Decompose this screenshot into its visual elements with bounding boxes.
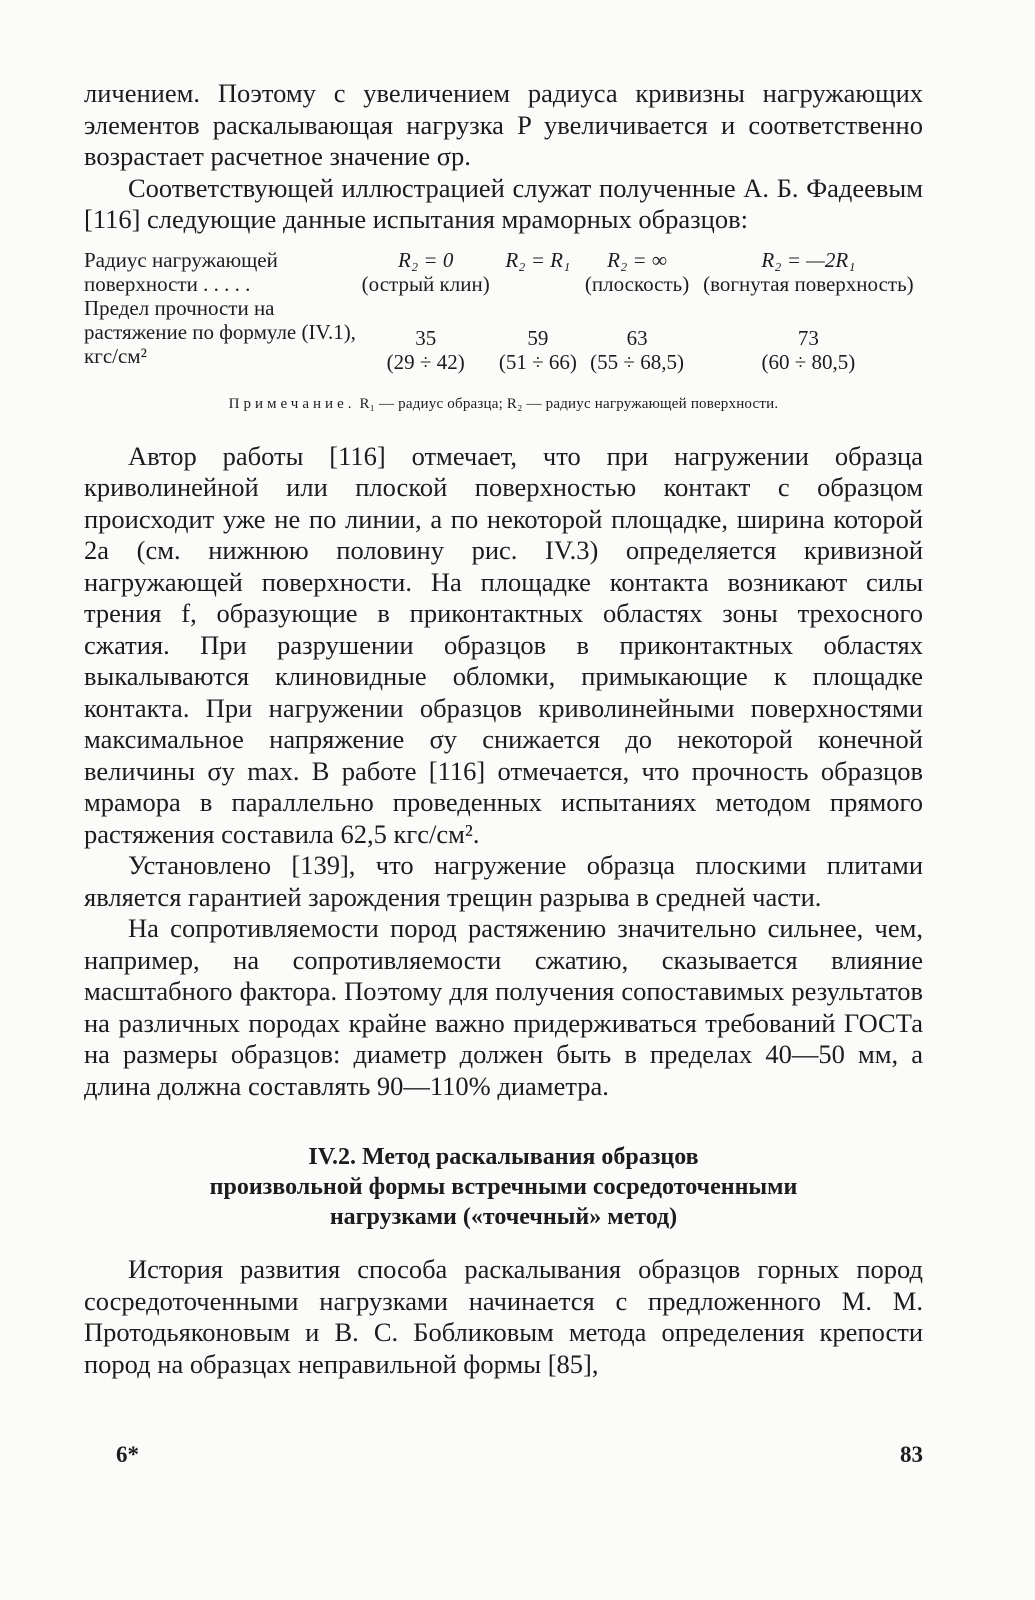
- cell-value: 59: [527, 325, 549, 350]
- cell-desc: (вогнутая поверхность): [703, 271, 914, 296]
- table-cell: [580, 248, 694, 296]
- cell-range: (51 ÷ 66): [498, 349, 577, 374]
- cell-value: 35: [415, 325, 437, 350]
- cell-range: (60 ÷ 80,5): [761, 349, 856, 374]
- table-cell: [580, 296, 694, 374]
- paragraph: личением. Поэтому с увеличением радиуса кривизны нагружающих элементов раскалывающая нагрузка P увеличивается и соответственно возрастает расчетное значение σр.: [84, 78, 923, 171]
- signature-mark: 6*: [116, 1442, 139, 1467]
- heading-line: нагрузками («точечный» метод): [329, 1204, 678, 1230]
- page-footer: [116, 1442, 923, 1468]
- test-data-table: [84, 248, 923, 374]
- cell-desc: (острый клин): [361, 271, 490, 296]
- table-row: [84, 296, 923, 374]
- row-label-strength: Предел прочности на растяжение по формуле (IV.1), кгс/см²: [84, 295, 356, 368]
- heading-line: IV.2. Метод раскалывания образцов: [308, 1144, 699, 1170]
- section-heading: [84, 1142, 923, 1232]
- cell-value: 63: [626, 325, 648, 350]
- table-cell: [356, 248, 495, 296]
- cell-range: (55 ÷ 68,5): [590, 349, 684, 374]
- paragraph: На сопротивляемости пород растяжению значительно сильнее, чем, например, на сопротивляемости сжатию, сказывается влияние масштабного фактора. Поэтому для получения сопоставимых результатов на различных породах крайне важно придерживаться требований ГОСТа на размеры образцов: диаметр должен быть в пределах 40—50 мм, а длина должна составлять 90—110% диаметра.: [84, 913, 923, 1101]
- cell-value: 73: [797, 325, 819, 350]
- table-cell: [495, 296, 580, 374]
- paragraph: Установлено [139], что нагружение образца плоскими плитами является гарантией зарождения трещин разрыва в средней части.: [84, 850, 923, 912]
- note-lead: Примечание.: [228, 395, 356, 412]
- table-cell: [694, 296, 923, 374]
- note-text: R₁ — радиус образца; R₂ — радиус нагружающей поверхности.: [359, 395, 779, 412]
- row-label-radius: Радиус нагружающей поверхности . . . . .: [84, 247, 278, 296]
- cell-formula: R₂ = 0: [398, 247, 454, 272]
- cell-formula: R₂ = —2R₁: [761, 247, 856, 272]
- cell-formula: R₂ = ∞: [607, 247, 667, 272]
- table-cell: [495, 248, 580, 296]
- page-number: 83: [900, 1442, 923, 1467]
- table-cell: [356, 296, 495, 374]
- heading-line: произвольной формы встречными сосредоточенными: [209, 1174, 798, 1200]
- paragraph: Автор работы [116] отмечает, что при нагружении образца криволинейной или плоской поверхностью контакт с образцом происходит уже не по линии, а по некоторой площадке, ширина которой 2a (см. нижнюю половину рис. IV.3) определяется кривизной нагружающей поверхности. На площадке контакта возникают силы трения f, образующие в приконтактных областях зоны трехосного сжатия. При разрушении образцов в приконтактных областях выкалываются клиновидные обломки, примыкающие к площадке контакта. При нагружении образцов криволинейными поверхностями максимальное напряжение σy снижается до некоторой конечной величины σy max. В работе [116] отмечается, что прочность образцов мрамора в параллельно проведенных испытаниях методом прямого растяжения составила 62,5 кгс/см².: [84, 440, 923, 849]
- table-cell: [694, 248, 923, 296]
- paragraph: История развития способа раскалывания образцов горных пород сосредоточенными нагрузками начинается с предложенного М. М. Протодьяконовым и В. С. Бобликовым метода определения крепости пород на образцах неправильной формы [85],: [84, 1254, 923, 1379]
- cell-desc: (плоскость): [584, 271, 690, 296]
- cell-range: (29 ÷ 42): [386, 349, 465, 374]
- table-row: [84, 248, 923, 296]
- paragraph: Соответствующей иллюстрацией служат полученные А. Б. Фадеевым [116] следующие данные испытания мраморных образцов:: [84, 172, 923, 234]
- cell-formula: R₂ = R₁: [505, 247, 571, 272]
- table-note: [84, 396, 923, 413]
